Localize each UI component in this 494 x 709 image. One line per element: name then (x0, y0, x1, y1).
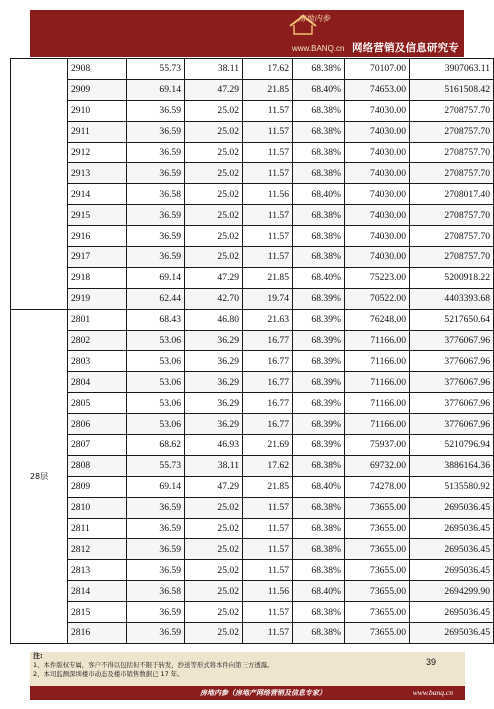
table-row (11, 121, 494, 142)
value-cell: 73655.00 (345, 602, 410, 623)
sales-table (10, 58, 494, 644)
value-cell: 53.06 (127, 351, 185, 372)
value-cell: 74030.00 (345, 226, 410, 247)
value-cell: 68.38% (293, 497, 345, 518)
value-cell: 69.14 (127, 79, 185, 100)
value-cell: 11.57 (243, 518, 293, 539)
value-cell: 16.77 (243, 414, 293, 435)
value-cell: 25.02 (185, 497, 243, 518)
value-cell: 36.59 (127, 163, 185, 184)
value-cell: 47.29 (185, 79, 243, 100)
value-cell: 47.29 (185, 476, 243, 497)
table-row (11, 59, 494, 80)
value-cell: 2708757.70 (410, 226, 494, 247)
floor-cell (11, 59, 68, 310)
room-cell: 2803 (68, 351, 127, 372)
value-cell: 68.62 (127, 435, 185, 456)
header-title: 网络营销及信息研究专 (352, 42, 459, 54)
room-cell: 2812 (68, 539, 127, 560)
value-cell: 68.39% (293, 435, 345, 456)
table-row (11, 560, 494, 581)
value-cell: 69.14 (127, 476, 185, 497)
value-cell: 73655.00 (345, 497, 410, 518)
value-cell: 25.02 (185, 539, 243, 560)
room-cell: 2912 (68, 142, 127, 163)
value-cell: 74030.00 (345, 121, 410, 142)
value-cell: 36.29 (185, 372, 243, 393)
value-cell: 75223.00 (345, 267, 410, 288)
value-cell: 21.63 (243, 309, 293, 330)
table-row (11, 435, 494, 456)
table-row (11, 351, 494, 372)
room-cell: 2801 (68, 309, 127, 330)
value-cell: 36.58 (127, 184, 185, 205)
notes-label: 注: (33, 652, 43, 660)
value-cell: 2708757.70 (410, 100, 494, 121)
value-cell: 68.40% (293, 267, 345, 288)
room-cell: 2916 (68, 226, 127, 247)
value-cell: 36.59 (127, 247, 185, 268)
value-cell: 11.57 (243, 142, 293, 163)
table-row (11, 184, 494, 205)
value-cell: 19.74 (243, 288, 293, 309)
room-cell: 2806 (68, 414, 127, 435)
value-cell: 25.02 (185, 100, 243, 121)
value-cell: 38.11 (185, 455, 243, 476)
value-cell: 2708757.70 (410, 142, 494, 163)
value-cell: 16.77 (243, 372, 293, 393)
value-cell: 3776067.96 (410, 414, 494, 435)
value-cell: 53.06 (127, 393, 185, 414)
value-cell: 36.59 (127, 623, 185, 644)
value-cell: 68.40% (293, 79, 345, 100)
value-cell: 68.38% (293, 59, 345, 80)
value-cell: 17.62 (243, 59, 293, 80)
value-cell: 11.57 (243, 163, 293, 184)
value-cell: 68.38% (293, 100, 345, 121)
room-cell: 2811 (68, 518, 127, 539)
value-cell: 21.85 (243, 267, 293, 288)
value-cell: 5200918.22 (410, 267, 494, 288)
value-cell: 73655.00 (345, 623, 410, 644)
value-cell: 70107.00 (345, 59, 410, 80)
value-cell: 25.02 (185, 121, 243, 142)
value-cell: 5161508.42 (410, 79, 494, 100)
value-cell: 11.56 (243, 581, 293, 602)
value-cell: 68.38% (293, 539, 345, 560)
value-cell: 5217650.64 (410, 309, 494, 330)
value-cell: 2695036.45 (410, 602, 494, 623)
value-cell: 25.02 (185, 184, 243, 205)
value-cell: 36.59 (127, 560, 185, 581)
notes-line-1: 1、本件版权专属，客户不得以包括但不限于转发、抄送等形式将本件向第三方透露。 (33, 661, 274, 669)
table-row (11, 79, 494, 100)
value-cell: 68.38% (293, 518, 345, 539)
value-cell: 71166.00 (345, 393, 410, 414)
value-cell: 46.80 (185, 309, 243, 330)
room-cell: 2909 (68, 79, 127, 100)
value-cell: 2694299.90 (410, 581, 494, 602)
table-row (11, 539, 494, 560)
value-cell: 3776067.96 (410, 330, 494, 351)
value-cell: 47.29 (185, 267, 243, 288)
table-row (11, 142, 494, 163)
value-cell: 17.62 (243, 455, 293, 476)
room-cell: 2809 (68, 476, 127, 497)
value-cell: 16.77 (243, 393, 293, 414)
table-row (11, 163, 494, 184)
brand-script: 房地内参 (298, 14, 330, 23)
value-cell: 36.59 (127, 539, 185, 560)
value-cell: 2695036.45 (410, 539, 494, 560)
room-cell: 2919 (68, 288, 127, 309)
value-cell: 16.77 (243, 351, 293, 372)
notes-box (30, 652, 465, 686)
value-cell: 25.02 (185, 518, 243, 539)
table-row (11, 581, 494, 602)
value-cell: 11.57 (243, 497, 293, 518)
value-cell: 11.56 (243, 184, 293, 205)
value-cell: 36.29 (185, 351, 243, 372)
value-cell: 42.70 (185, 288, 243, 309)
room-cell: 2807 (68, 435, 127, 456)
value-cell: 71166.00 (345, 414, 410, 435)
value-cell: 68.40% (293, 581, 345, 602)
value-cell: 68.38% (293, 205, 345, 226)
value-cell: 68.39% (293, 351, 345, 372)
value-cell: 74278.00 (345, 476, 410, 497)
value-cell: 76248.00 (345, 309, 410, 330)
value-cell: 4403393.68 (410, 288, 494, 309)
room-cell: 2913 (68, 163, 127, 184)
value-cell: 68.38% (293, 623, 345, 644)
value-cell: 69.14 (127, 267, 185, 288)
value-cell: 11.57 (243, 226, 293, 247)
value-cell: 75937.00 (345, 435, 410, 456)
value-cell: 68.39% (293, 372, 345, 393)
value-cell: 71166.00 (345, 330, 410, 351)
room-cell: 2810 (68, 497, 127, 518)
value-cell: 36.29 (185, 393, 243, 414)
value-cell: 25.02 (185, 142, 243, 163)
room-cell: 2917 (68, 247, 127, 268)
value-cell: 2708757.70 (410, 247, 494, 268)
value-cell: 3776067.96 (410, 351, 494, 372)
value-cell: 25.02 (185, 623, 243, 644)
table-row (11, 100, 494, 121)
value-cell: 25.02 (185, 205, 243, 226)
value-cell: 68.39% (293, 288, 345, 309)
value-cell: 62.44 (127, 288, 185, 309)
table-row (11, 267, 494, 288)
value-cell: 74030.00 (345, 184, 410, 205)
header-banner (30, 10, 464, 57)
value-cell: 21.69 (243, 435, 293, 456)
value-cell: 11.57 (243, 247, 293, 268)
value-cell: 68.39% (293, 309, 345, 330)
value-cell: 11.57 (243, 100, 293, 121)
value-cell: 2695036.45 (410, 560, 494, 581)
table-row (11, 205, 494, 226)
value-cell: 74030.00 (345, 100, 410, 121)
table-row (11, 476, 494, 497)
value-cell: 36.59 (127, 142, 185, 163)
value-cell: 2708757.70 (410, 205, 494, 226)
value-cell: 53.06 (127, 330, 185, 351)
value-cell: 3776067.96 (410, 372, 494, 393)
value-cell: 55.73 (127, 455, 185, 476)
room-cell: 2910 (68, 100, 127, 121)
table-row (11, 372, 494, 393)
value-cell: 2695036.45 (410, 518, 494, 539)
value-cell: 68.38% (293, 163, 345, 184)
value-cell: 36.58 (127, 581, 185, 602)
value-cell: 25.02 (185, 247, 243, 268)
table-body (11, 59, 494, 644)
room-cell: 2816 (68, 623, 127, 644)
value-cell: 5210796.94 (410, 435, 494, 456)
value-cell: 68.38% (293, 121, 345, 142)
value-cell: 36.29 (185, 330, 243, 351)
table-row (11, 497, 494, 518)
value-cell: 74030.00 (345, 205, 410, 226)
value-cell: 36.59 (127, 518, 185, 539)
value-cell: 73655.00 (345, 518, 410, 539)
value-cell: 2708757.70 (410, 121, 494, 142)
value-cell: 11.57 (243, 602, 293, 623)
table-row (11, 309, 494, 330)
room-cell: 2808 (68, 455, 127, 476)
value-cell: 36.59 (127, 205, 185, 226)
room-cell: 2804 (68, 372, 127, 393)
value-cell: 3776067.96 (410, 393, 494, 414)
table-row (11, 602, 494, 623)
value-cell: 25.02 (185, 560, 243, 581)
value-cell: 21.85 (243, 476, 293, 497)
room-cell: 2914 (68, 184, 127, 205)
page-number: 39 (426, 657, 437, 667)
value-cell: 70522.00 (345, 288, 410, 309)
value-cell: 73655.00 (345, 581, 410, 602)
value-cell: 36.29 (185, 414, 243, 435)
value-cell: 25.02 (185, 602, 243, 623)
value-cell: 68.40% (293, 184, 345, 205)
value-cell: 68.43 (127, 309, 185, 330)
room-cell: 2802 (68, 330, 127, 351)
table-row (11, 226, 494, 247)
footer-text: 房地内参（房地产网络营销及信息专家） (200, 688, 326, 697)
room-cell: 2814 (68, 581, 127, 602)
value-cell: 36.59 (127, 602, 185, 623)
value-cell: 11.57 (243, 539, 293, 560)
value-cell: 25.02 (185, 226, 243, 247)
value-cell: 46.93 (185, 435, 243, 456)
footer-bar (30, 686, 465, 700)
table-row (11, 330, 494, 351)
value-cell: 2695036.45 (410, 623, 494, 644)
room-cell: 2815 (68, 602, 127, 623)
footer-url: www.banq.cn (412, 688, 453, 697)
header-url: www.BANQ.cn (292, 44, 345, 53)
value-cell: 71166.00 (345, 351, 410, 372)
table-row (11, 288, 494, 309)
value-cell: 68.38% (293, 602, 345, 623)
value-cell: 68.38% (293, 142, 345, 163)
floor-cell: 28层 (11, 309, 68, 643)
value-cell: 53.06 (127, 414, 185, 435)
value-cell: 5135580.92 (410, 476, 494, 497)
value-cell: 74030.00 (345, 163, 410, 184)
value-cell: 36.59 (127, 100, 185, 121)
table-row (11, 393, 494, 414)
table-row (11, 623, 494, 644)
value-cell: 11.57 (243, 205, 293, 226)
table-row (11, 247, 494, 268)
value-cell: 68.40% (293, 476, 345, 497)
value-cell: 68.39% (293, 393, 345, 414)
table-row (11, 414, 494, 435)
value-cell: 11.57 (243, 121, 293, 142)
value-cell: 55.73 (127, 59, 185, 80)
value-cell: 2708757.70 (410, 163, 494, 184)
value-cell: 74030.00 (345, 247, 410, 268)
value-cell: 74653.00 (345, 79, 410, 100)
value-cell: 36.59 (127, 121, 185, 142)
room-cell: 2805 (68, 393, 127, 414)
value-cell: 3907063.11 (410, 59, 494, 80)
value-cell: 74030.00 (345, 142, 410, 163)
value-cell: 69732.00 (345, 455, 410, 476)
value-cell: 2695036.45 (410, 497, 494, 518)
value-cell: 25.02 (185, 163, 243, 184)
value-cell: 73655.00 (345, 539, 410, 560)
value-cell: 73655.00 (345, 560, 410, 581)
table-row (11, 455, 494, 476)
room-cell: 2911 (68, 121, 127, 142)
value-cell: 68.38% (293, 247, 345, 268)
value-cell: 3886164.36 (410, 455, 494, 476)
room-cell: 2918 (68, 267, 127, 288)
value-cell: 68.38% (293, 455, 345, 476)
value-cell: 68.38% (293, 226, 345, 247)
value-cell: 36.59 (127, 226, 185, 247)
value-cell: 16.77 (243, 330, 293, 351)
value-cell: 68.38% (293, 560, 345, 581)
value-cell: 53.06 (127, 372, 185, 393)
room-cell: 2813 (68, 560, 127, 581)
notes-line-2: 2、本司监测深圳楼市动态及楼市销售数据已 17 年。 (33, 670, 184, 678)
value-cell: 21.85 (243, 79, 293, 100)
table-row (11, 518, 494, 539)
value-cell: 71166.00 (345, 372, 410, 393)
value-cell: 38.11 (185, 59, 243, 80)
room-cell: 2908 (68, 59, 127, 80)
value-cell: 36.59 (127, 497, 185, 518)
value-cell: 2708017.40 (410, 184, 494, 205)
value-cell: 11.57 (243, 560, 293, 581)
room-cell: 2915 (68, 205, 127, 226)
value-cell: 68.39% (293, 414, 345, 435)
value-cell: 68.39% (293, 330, 345, 351)
value-cell: 11.57 (243, 623, 293, 644)
value-cell: 25.02 (185, 581, 243, 602)
